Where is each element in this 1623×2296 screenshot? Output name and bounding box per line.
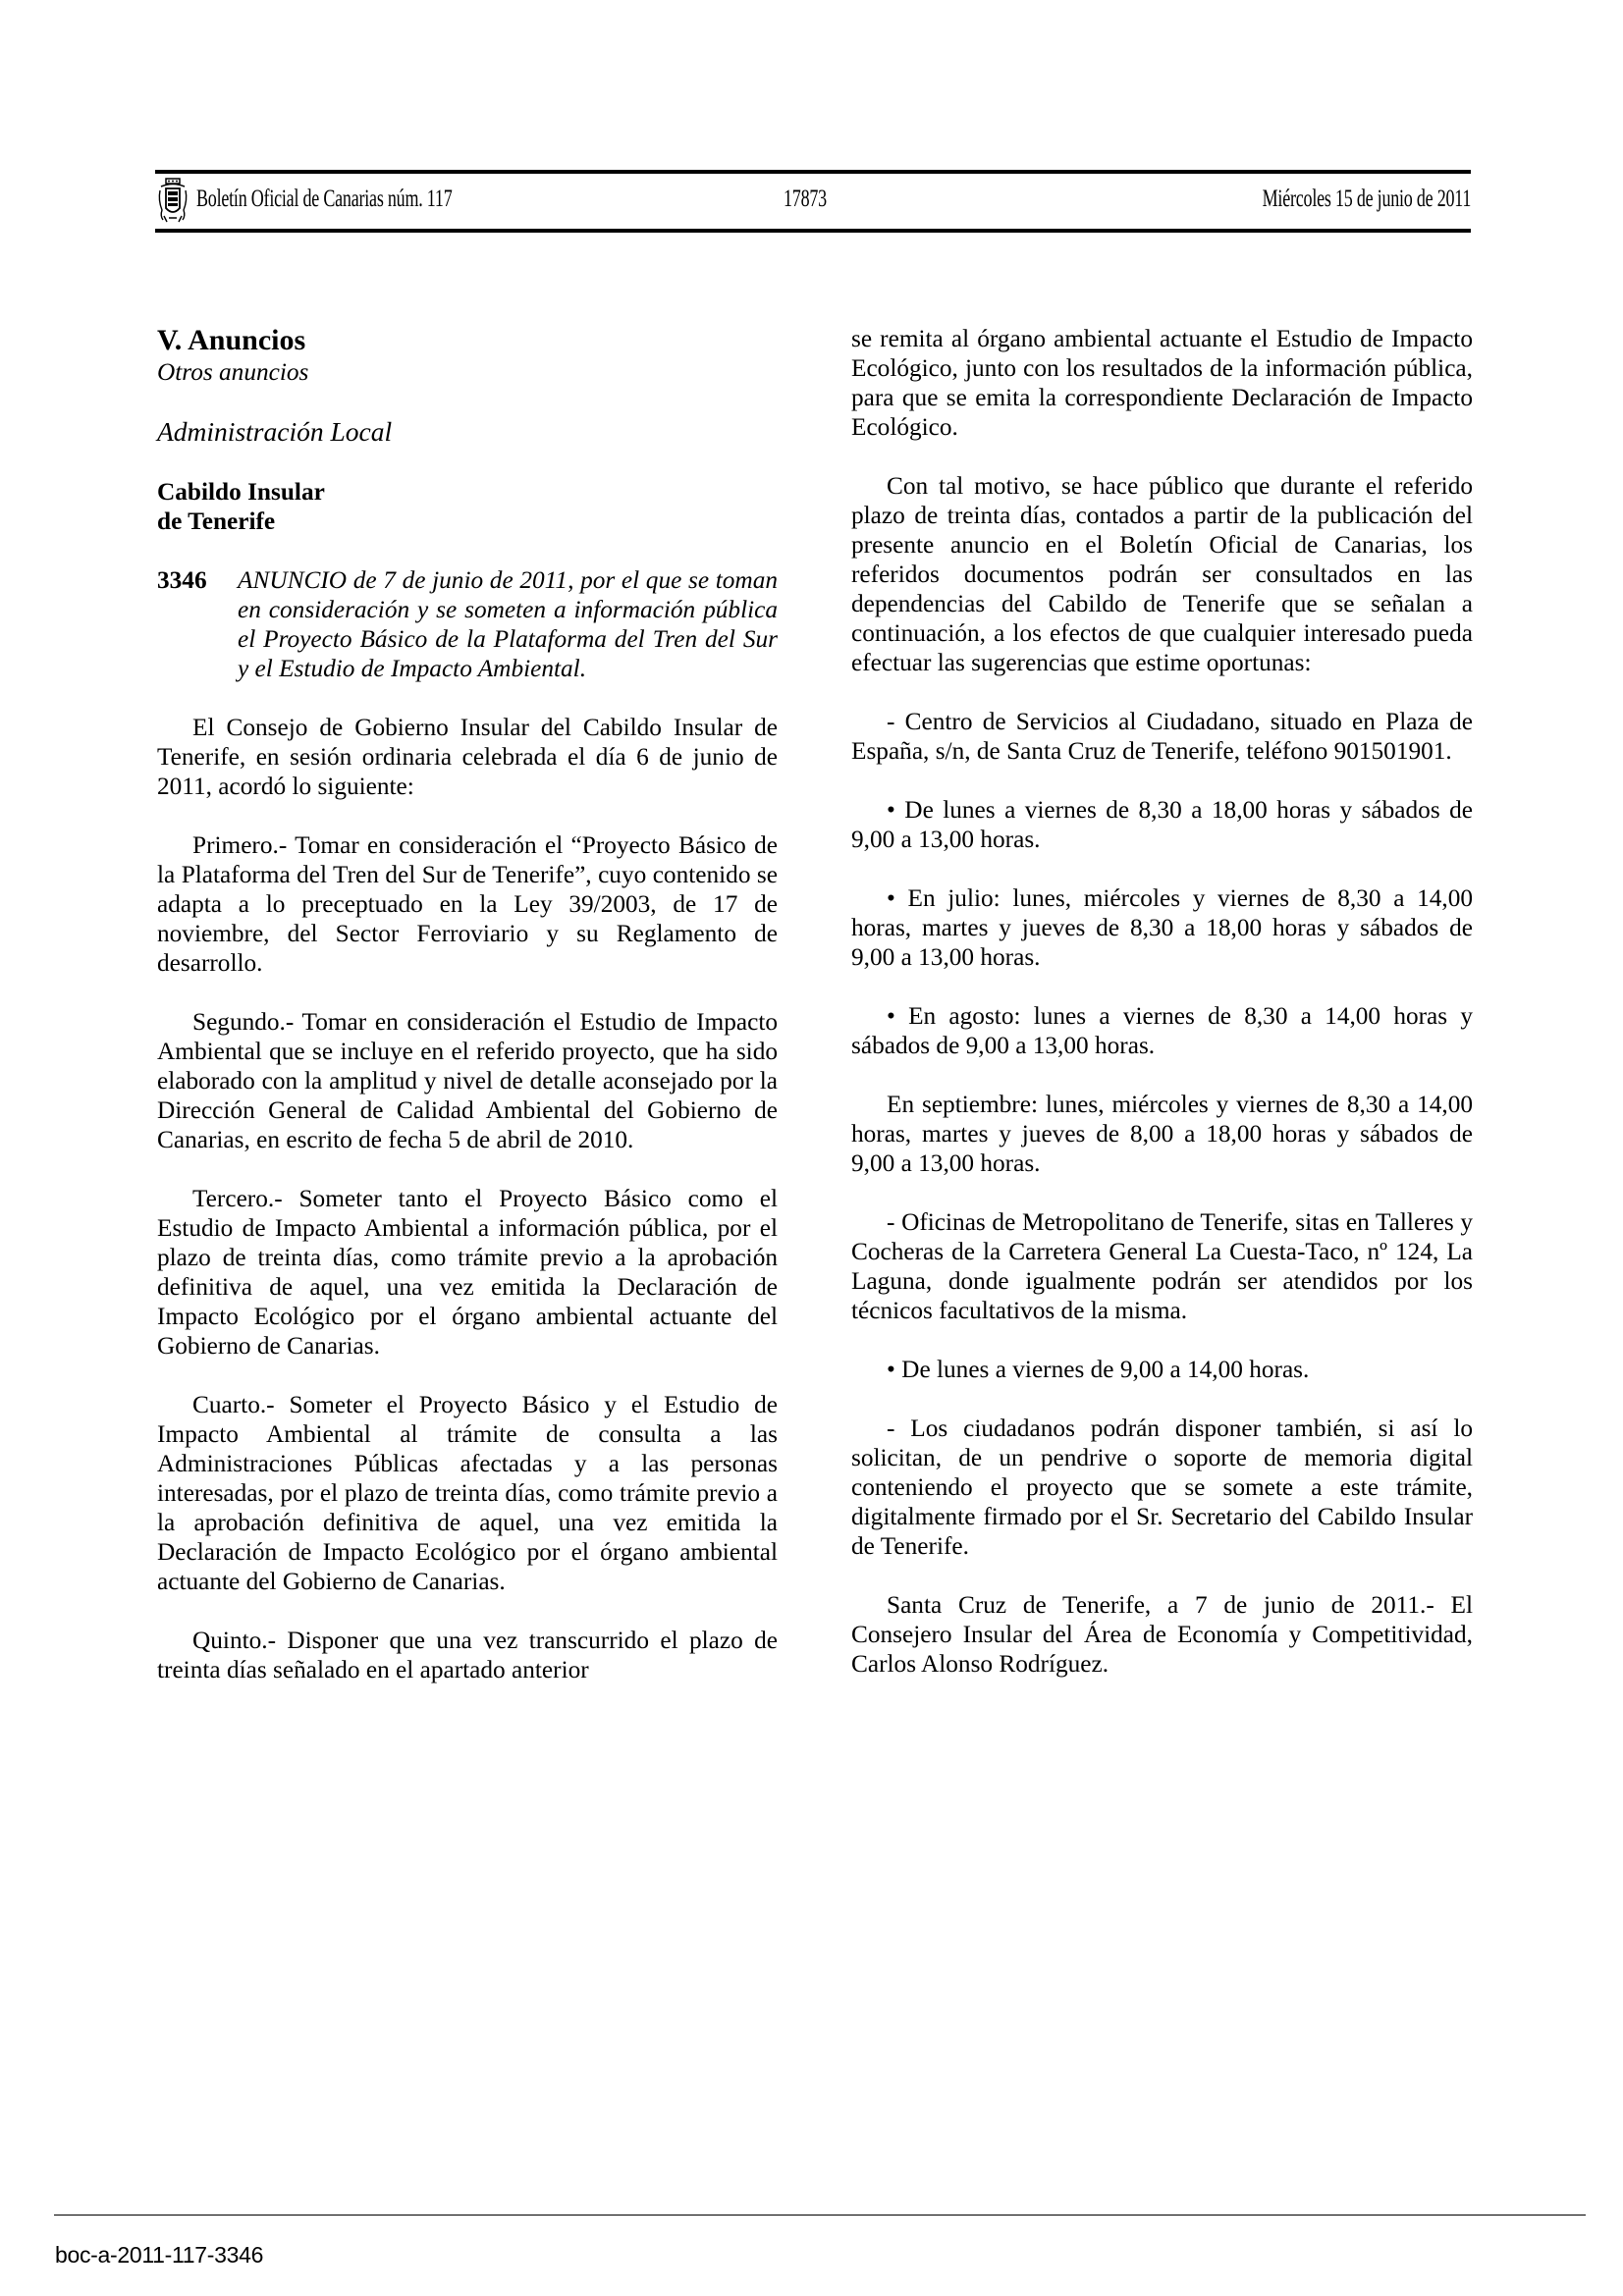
schedule-general: • De lunes a viernes de 8,30 a 18,00 horas y sábados de 9,00 a 13,00 horas. <box>851 796 1473 853</box>
schedule-septiembre: En septiembre: lunes, miércoles y viernes de 8,30 a 14,00 horas, martes y jueves de 8,00 a 18,00 horas y sábados de 9,00 a 13,00 horas. <box>851 1091 1473 1177</box>
left-column <box>157 324 778 1684</box>
schedule-julio: • En julio: lunes, miércoles y viernes de 8,30 a 14,00 horas, martes y jueves de 8,30 a 18,00 horas y sábados de 9,00 a 13,00 horas. <box>851 884 1473 971</box>
administration-heading: Administración Local <box>157 416 393 447</box>
publication-name: Boletín Oficial de Canarias núm. 117 <box>196 186 453 212</box>
header-bottom-rule <box>155 229 1471 233</box>
coat-of-arms-icon <box>157 177 189 224</box>
page-number: 17873 <box>784 186 827 212</box>
schedule-agosto: • En agosto: lunes a viernes de 8,30 a 14,00 horas y sábados de 9,00 a 13,00 horas. <box>851 1002 1473 1059</box>
organization-heading <box>157 477 778 536</box>
paragraph-quinto-continuation: se remita al órgano ambiental actuante el Estudio de Impacto Ecológico, junto con los resultados de la información pública, para que se emita la correspondiente Declaración de Impacto Ecológico. <box>851 325 1473 441</box>
paragraph-metropolitano: - Oficinas de Metropolitano de Tenerife, sitas en Talleres y Cocheras de la Carretera General La Cuesta-Taco, nº 124, La Laguna, donde igualmente podrán ser atendidos por los técnicos facultativos de la misma. <box>851 1208 1473 1324</box>
paragraph-tercero: Tercero.- Someter tanto el Proyecto Básico como el Estudio de Impacto Ambiental a información pública, por el plazo de treinta días, como trámite previo a la aprobación definitiva de aquel, una vez emitida la Declaración de Impacto Ecológico por el órgano ambiental actuante del Gobierno de Canarias. <box>157 1185 778 1360</box>
section-title: V. Anuncios <box>157 324 306 356</box>
organization-line-2: de Tenerife <box>157 507 276 535</box>
announcement-heading <box>157 565 778 683</box>
paragraph-quinto: Quinto.- Disponer que una vez transcurrido el plazo de treinta días señalado en el apartado anterior <box>157 1627 778 1683</box>
signature-block: Santa Cruz de Tenerife, a 7 de junio de 2011.- El Consejero Insular del Área de Economía y Competitividad, Carlos Alonso Rodríguez. <box>851 1591 1473 1678</box>
document-id: boc-a-2011-117-3346 <box>55 2242 264 2268</box>
paragraph-segundo: Segundo.- Tomar en consideración el Estudio de Impacto Ambiental que se incluye en el referido proyecto, que ha sido elaborado con la amplitud y nivel de detalle aconsejado por la Dirección General de Calidad Ambiental del Gobierno de Canarias, en escrito de fecha 5 de abril de 2010. <box>157 1008 778 1153</box>
publication-date: Miércoles 15 de junio de 2011 <box>1262 186 1471 212</box>
header-top-rule <box>155 170 1471 174</box>
announcement-number: 3346 <box>157 566 207 594</box>
paragraph-intro: El Consejo de Gobierno Insular del Cabildo Insular de Tenerife, en sesión ordinaria celebrada el día 6 de junio de 2011, acordó lo siguiente: <box>157 714 778 800</box>
paragraph-cuarto: Cuarto.- Someter el Proyecto Básico y el Estudio de Impacto Ambiental al trámite de consulta a las Administraciones Públicas afectadas y a las personas interesadas, por el plazo de treinta días, como trámite previo a la aprobación definitiva de aquel, una vez emitida la Declaración de Impacto Ecológico por el órgano ambiental actuante del Gobierno de Canarias. <box>157 1391 778 1595</box>
right-column <box>851 324 1473 1679</box>
footer-rule <box>54 2215 1586 2216</box>
announcement-title: ANUNCIO de 7 de junio de 2011, por el que se toman en consideración y se someten a información pública el Proyecto Básico de la Plataforma del Tren del Sur y el Estudio de Impacto Ambiental. <box>238 566 778 682</box>
paragraph-public-notice: Con tal motivo, se hace público que durante el referido plazo de treinta días, contados a partir de la publicación del presente anuncio en el Boletín Oficial de Canarias, los referidos documentos podrán ser consultados en las dependencias del Cabildo de Tenerife que se señalan a continuación, a los efectos de que cualquier interesado pueda efectuar las sugerencias que estime oportunas: <box>851 472 1473 676</box>
paragraph-primero: Primero.- Tomar en consideración el “Proyecto Básico de la Plataforma del Tren del Sur de Tenerife”, cuyo contenido se adapta a lo preceptuado en la Ley 39/2003, de 17 de noviembre, del Sector Ferroviario y su Reglamento de desarrollo. <box>157 831 778 977</box>
paragraph-centro-servicios: - Centro de Servicios al Ciudadano, situado en Plaza de España, s/n, de Santa Cruz de Tenerife, teléfono 901501901. <box>851 708 1473 765</box>
paragraph-pendrive: - Los ciudadanos podrán disponer también, si así lo solicitan, de un pendrive o soporte de memoria digital conteniendo el proyecto que se somete a este trámite, digitalmente firmado por el Sr. Secretario del Cabildo Insular de Tenerife. <box>851 1415 1473 1560</box>
organization-line-1: Cabildo Insular <box>157 478 325 506</box>
section-subtitle: Otros anuncios <box>157 358 309 386</box>
schedule-metropolitano: • De lunes a viernes de 9,00 a 14,00 horas. <box>887 1356 1310 1383</box>
